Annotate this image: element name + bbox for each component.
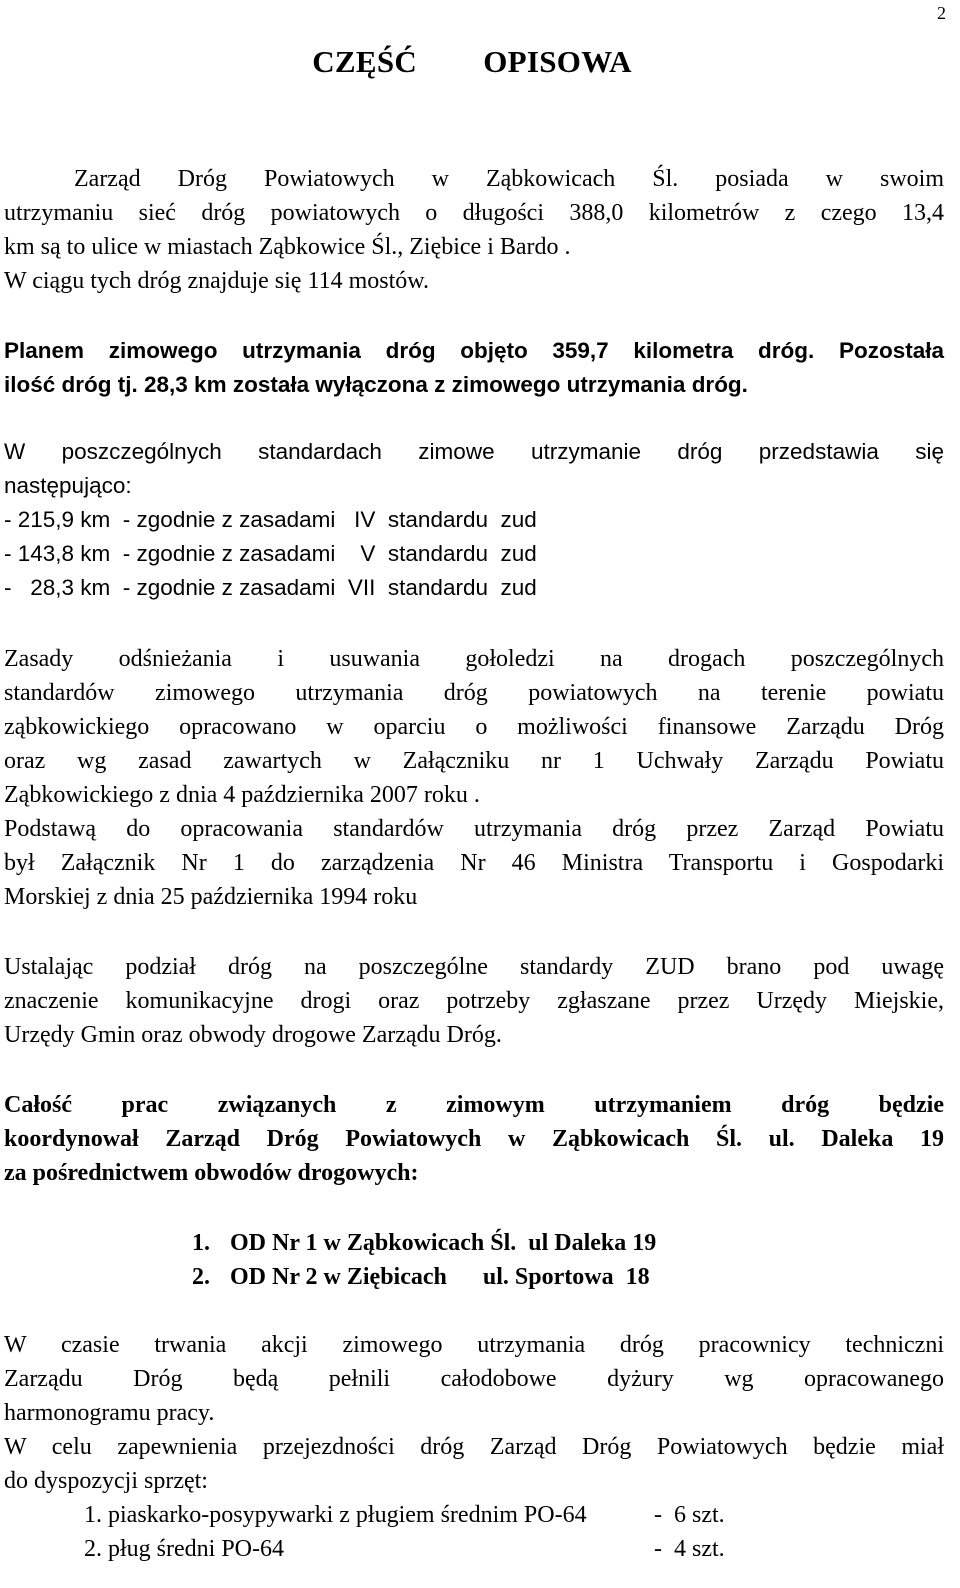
intro-paragraph <box>4 162 944 298</box>
text-line: Ząbkowickiego z dnia 4 października 2007 roku . <box>4 782 480 808</box>
text-line: Ustalając podział dróg na poszczególne standardy ZUD brano pod uwagę <box>4 954 944 980</box>
page-number: 2 <box>937 3 946 23</box>
text-line: ilość dróg tj. 28,3 km została wyłączona z zimowego utrzymania dróg. <box>4 372 748 397</box>
standard-item: - 28,3 km - zgodnie z zasadami VII standardu zud <box>4 575 537 600</box>
division-paragraph <box>4 950 944 1052</box>
text-line: km są to ulice w miastach Ząbkowice Śl., Ziębice i Bardo . <box>4 234 571 260</box>
text-line: W poszczególnych standardach zimowe utrzymanie dróg przedstawia się <box>4 439 944 464</box>
list-item <box>192 1226 656 1260</box>
list-number: 1. <box>192 1230 210 1256</box>
list-text: OD Nr 1 w Ząbkowicach Śl. ul Daleka 19 <box>230 1230 657 1256</box>
text-line: za pośrednictwem obwodów drogowych: <box>4 1160 419 1186</box>
equipment-item <box>4 1532 944 1566</box>
text-line: Planem zimowego utrzymania dróg objęto 359,7 kilometra dróg. Pozostała <box>4 338 944 363</box>
duty-paragraph <box>4 1328 944 1430</box>
text-line: ząbkowickiego opracowano w oparciu o możliwości finansowe Zarządu Dróg <box>4 714 944 740</box>
equipment-item <box>4 1498 944 1532</box>
text-line: Podstawą do opracowania standardów utrzymania dróg przez Zarząd Powiatu <box>4 816 944 842</box>
text-line: W ciągu tych dróg znajduje się 114 mostów. <box>4 268 430 294</box>
text-line: W celu zapewnienia przejezdności dróg Zarząd Dróg Powiatowych będzie miał <box>4 1434 944 1460</box>
equipment-name: 1. piaskarko-posypywarki z pługiem średnim PO-64 <box>84 1502 587 1528</box>
text-line: Zarząd Dróg Powiatowych w Ząbkowicach Śl. posiada w swoim <box>74 166 944 192</box>
equipment-quantity: - 6 szt. <box>654 1502 725 1528</box>
text-line: znaczenie komunikacyjne drogi oraz potrzeby zgłaszane przez Urzędy Miejskie, <box>4 988 944 1014</box>
text-line: Morskiej z dnia 25 października 1994 roku <box>4 884 418 910</box>
text-line: następująco: <box>4 473 132 498</box>
text-line: Urzędy Gmin oraz obwody drogowe Zarządu Dróg. <box>4 1022 502 1048</box>
text-line: oraz wg zasad zawartych w Załączniku nr 1 Uchwały Zarządu Powiatu <box>4 748 944 774</box>
list-number: 2. <box>192 1264 210 1290</box>
standards-paragraph <box>4 435 944 605</box>
page-title: CZĘŚĆ OPISOWA <box>312 44 632 79</box>
plan-paragraph <box>4 334 944 402</box>
text-line: do dyspozycji sprzęt: <box>4 1468 208 1494</box>
basis-paragraph <box>4 812 944 914</box>
rules-paragraph <box>4 642 944 812</box>
text-line: standardów zimowego utrzymania dróg powiatowych na terenie powiatu <box>4 680 944 706</box>
equipment-quantity: - 4 szt. <box>654 1536 725 1562</box>
text-line: harmonogramu pracy. <box>4 1400 215 1426</box>
text-line: Zasady odśnieżania i usuwania gołoledzi na drogach poszczególnych <box>4 646 944 672</box>
text-line: utrzymaniu sieć dróg powiatowych o długości 388,0 kilometrów z czego 13,4 <box>4 200 944 226</box>
standard-item: - 143,8 km - zgodnie z zasadami V standardu zud <box>4 541 537 566</box>
text-line: W czasie trwania akcji zimowego utrzymania dróg pracownicy techniczni <box>4 1332 944 1358</box>
equipment-name: 2. pług średni PO-64 <box>84 1536 284 1562</box>
standard-item: - 215,9 km - zgodnie z zasadami IV standardu zud <box>4 507 537 532</box>
districts-list <box>192 1226 656 1294</box>
text-line: był Załącznik Nr 1 do zarządzenia Nr 46 Ministra Transportu i Gospodarki <box>4 850 944 876</box>
list-item <box>192 1260 656 1294</box>
text-line: Całość prac związanych z zimowym utrzymaniem dróg będzie <box>4 1092 944 1118</box>
coordination-paragraph <box>4 1088 944 1190</box>
equipment-paragraph <box>4 1430 944 1566</box>
list-text: OD Nr 2 w Ziębicach ul. Sportowa 18 <box>230 1264 650 1290</box>
text-line: koordynował Zarząd Dróg Powiatowych w Ząbkowicach Śl. ul. Daleka 19 <box>4 1126 944 1152</box>
text-line: Zarządu Dróg będą pełnili całodobowe dyżury wg opracowanego <box>4 1366 944 1392</box>
